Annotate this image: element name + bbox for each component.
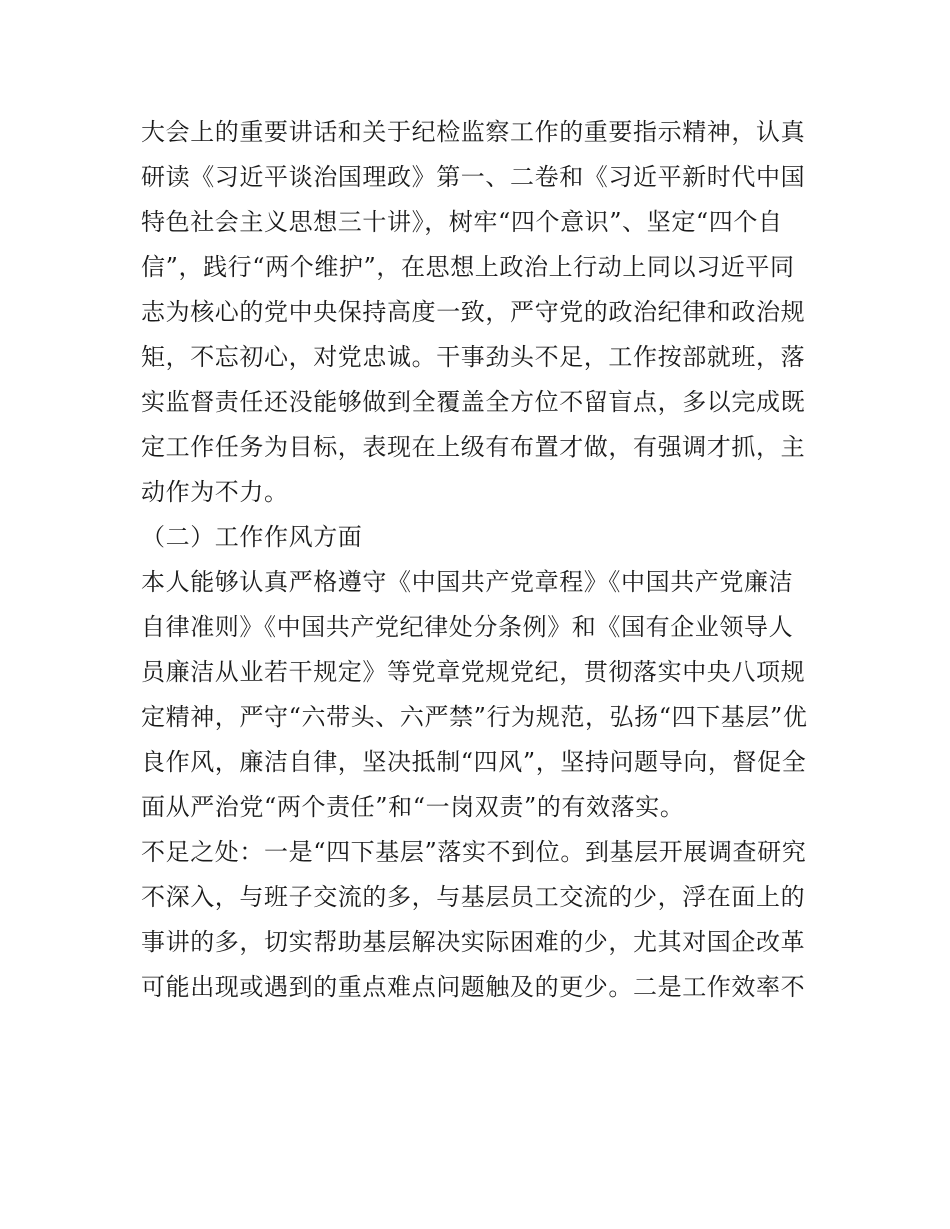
text-line-2: 研读《习近平谈治国理政》第一、二卷和《习近平新时代中国 xyxy=(141,163,806,191)
text-line-11: 本人能够认真严格遵守《中国共产党章程》《中国共产党廉洁 xyxy=(141,568,794,596)
text-line-16: 面从严治党“两个责任”和“一岗双责”的有效落实。 xyxy=(141,793,685,821)
text-line-4: 信”，践行“两个维护”，在思想上政治上行动上同以习近平同 xyxy=(141,253,795,281)
text-line-12: 自律准则》《中国共产党纪律处分条例》和《国有企业领导人 xyxy=(141,613,794,641)
text-line-18: 不深入，与班子交流的多，与基层员工交流的少，浮在面上的 xyxy=(141,883,806,911)
text-line-13: 员廉洁从业若干规定》等党章党规党纪，贯彻落实中央八项规 xyxy=(141,658,806,686)
text-line-8: 定工作任务为目标，表现在上级有布置才做，有强调才抓，主 xyxy=(141,433,806,461)
text-line-6: 矩，不忘初心，对党忠诚。干事劲头不足，工作按部就班，落 xyxy=(141,343,806,371)
document-body xyxy=(141,110,813,1010)
text-line-1: 大会上的重要讲话和关于纪检监察工作的重要指示精神，认真 xyxy=(141,118,806,146)
text-line-20: 可能出现或遇到的重点难点问题触及的更少。二是工作效率不 xyxy=(141,973,806,1001)
text-line-9: 动作为不力。 xyxy=(141,478,289,506)
text-line-14: 定精神，严守“六带头、六严禁”行为规范，弘扬“四下基层”优 xyxy=(141,703,808,731)
text-line-7: 实监督责任还没能够做到全覆盖全方位不留盲点，多以完成既 xyxy=(141,388,806,416)
text-line-15: 良作风，廉洁自律，坚决抵制“四风”，坚持问题导向，督促全 xyxy=(141,748,807,776)
section-heading: （二）工作作风方面 xyxy=(141,523,363,551)
text-line-3: 特色社会主义思想三十讲》，树牢“四个意识”、坚定“四个自 xyxy=(141,208,783,236)
text-line-19: 事讲的多，切实帮助基层解决实际困难的少，尤其对国企改革 xyxy=(141,928,806,956)
text-line-17: 不足之处：一是“四下基层”落实不到位。到基层开展调查研究 xyxy=(141,838,807,866)
text-line-5: 志为核心的党中央保持高度一致，严守党的政治纪律和政治规 xyxy=(141,298,806,326)
